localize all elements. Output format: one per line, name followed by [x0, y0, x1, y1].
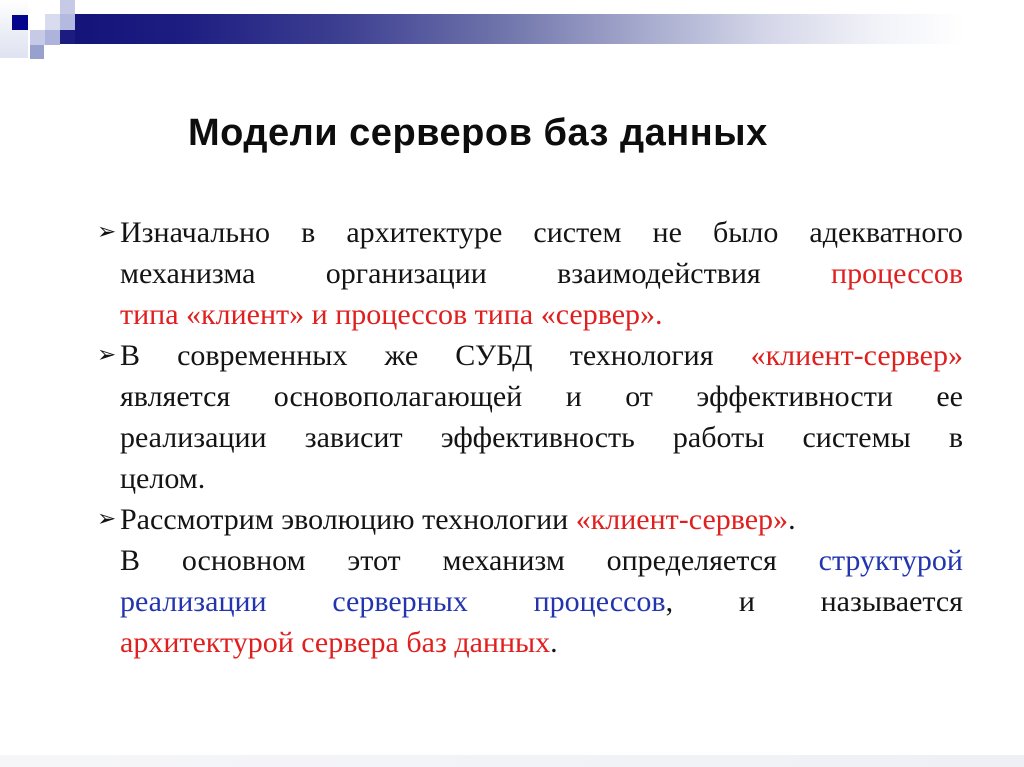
word: баз: [406, 626, 447, 659]
body-line: [120, 540, 963, 581]
slide-body: [97, 212, 963, 663]
word: зависит: [304, 421, 403, 454]
word: архитектурой: [120, 626, 294, 659]
body-line: [120, 253, 963, 294]
word: В: [120, 544, 141, 577]
word: современных: [177, 339, 348, 372]
word: «клиент»: [186, 298, 305, 331]
body-line: [97, 499, 963, 540]
decor-square: [45, 30, 60, 45]
word: ее: [936, 380, 963, 413]
word: и: [565, 380, 582, 413]
word: систем: [533, 216, 622, 249]
word: «клиент-сервер».: [575, 503, 796, 536]
word: адекватного: [809, 216, 963, 249]
word: процессов: [335, 298, 468, 331]
word: «сервер».: [540, 298, 663, 331]
word: эффективности: [696, 380, 893, 413]
word: архитектуре: [346, 216, 503, 249]
word: «клиент-сервер»: [750, 339, 963, 372]
word: механизма: [120, 257, 256, 290]
body-line: [120, 622, 963, 663]
word: сервера: [301, 626, 399, 659]
word: определяется: [606, 544, 777, 577]
word: этот: [347, 544, 401, 577]
body-line: [120, 581, 963, 622]
decor-square: [12, 15, 28, 30]
decor-square: [60, 14, 75, 30]
bullet-item: [97, 335, 963, 499]
word: реализации: [120, 421, 267, 454]
body-line: [97, 335, 963, 376]
word: процессов,: [533, 585, 674, 618]
word: основополагающей: [273, 380, 523, 413]
word: технология: [569, 339, 714, 372]
decor-gradient-bar: [75, 14, 964, 44]
word: типа: [120, 298, 179, 331]
word: работы: [672, 421, 765, 454]
decor-square: [60, 0, 75, 14]
word: Изначально: [120, 216, 271, 249]
word: целом.: [120, 462, 206, 495]
bullet-arrow-icon: ➢: [97, 506, 117, 532]
word: и: [738, 585, 755, 618]
word: и: [311, 298, 328, 331]
word: типа: [474, 298, 534, 331]
slide-title: Модели серверов баз данных: [188, 112, 768, 154]
word: серверных: [332, 585, 468, 618]
body-line: [120, 417, 963, 458]
word: структурой: [818, 544, 963, 577]
word: технологии: [422, 503, 569, 536]
bullet-arrow-icon: ➢: [97, 219, 117, 245]
word: было: [712, 216, 779, 249]
word: называется: [820, 585, 963, 618]
word: взаимодействия: [557, 257, 761, 290]
word: от: [625, 380, 653, 413]
word: системы: [802, 421, 911, 454]
bullet-item: [97, 499, 963, 663]
body-line: [120, 458, 963, 499]
word: же: [384, 339, 419, 372]
word: является: [120, 380, 231, 413]
word: данных.: [454, 626, 558, 659]
word: В: [120, 339, 141, 372]
word: Рассмотрим: [120, 503, 274, 536]
bullet-item: [97, 212, 963, 335]
decor-bottom-band: [0, 755, 1024, 767]
bullet-arrow-icon: ➢: [97, 342, 117, 368]
word: организации: [325, 257, 487, 290]
decor-square: [30, 45, 44, 59]
word: механизм: [442, 544, 565, 577]
word: реализации: [120, 585, 267, 618]
decor-square: [45, 14, 60, 30]
word: не: [652, 216, 682, 249]
word: СУБД: [455, 339, 533, 372]
decor-square: [60, 30, 75, 44]
decor-square: [30, 30, 45, 45]
word: в: [948, 421, 963, 454]
word: основном: [181, 544, 306, 577]
body-line: [120, 376, 963, 417]
word: эволюцию: [281, 503, 415, 536]
body-line: [97, 212, 963, 253]
body-line: [120, 294, 963, 335]
word: процессов: [831, 257, 963, 290]
word: эффективность: [440, 421, 635, 454]
word: в: [301, 216, 316, 249]
